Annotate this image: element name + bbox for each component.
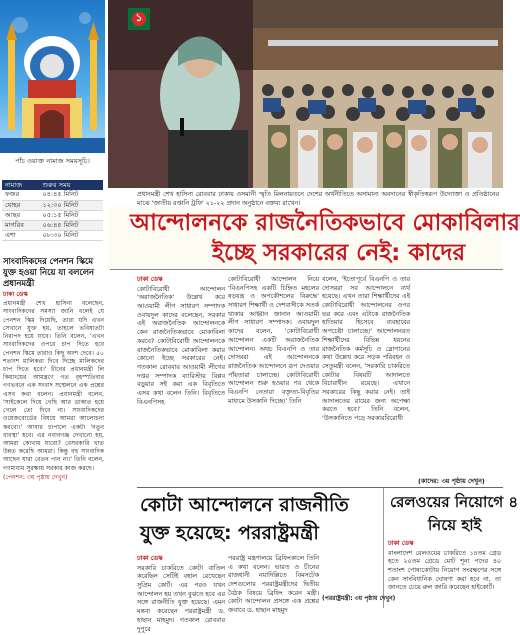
table-row [2,210,103,220]
rail-story-text: বাংলাদেশ রেলওয়ের চাকরিতে ১৪তম গ্রেড হতে ২০তম গ্রেডে মোট শূন্য পদের ৪০ শতাংশ পোষ্যকোটায় নিয়োগ সংরক্ষণের সঙ্গে কেন সাংবিধানিক ঘোষণা করা হবে না, তা জানতে চেয়ে রুল জারি করেছেন হাইকোর্ট। [388,549,501,592]
rail-story-headline[interactable] [390,491,519,537]
main-story-text: কোটাবিরোধী আন্দোলন নিয়ে 'বিএনপিসহ একটি চিহ্নিত মহলের ষড়যন্ত্র ও অপকৌশলের বিরুদ্ধে' সাধারণ শিক্ষার্থী ও দেশবাসীকে সতর্ক থাকার আহ্বান জানান আওয়ামী লীগ সাধারণ সম্পাদক। ওবায়দুল কাদের বলেন, 'কোটাবিরোধী আন্দোলন একটি অরাজনৈতিক আন্দোলন। অথচ বিএনপি ও তার দোসররা এই আন্দোলনকে রাজনৈতিক আন্দোলনে রূপ দেওয়ার পাঁয়তারা চালাচ্ছে। কোটাবিরোধী আন্দোলন শুরু হওয়ার পর থেকে বিএনপি নেতারা বক্তৃতা-বিবৃতির মাধ্যমে উসকানি দিচ্ছে।' তিনি [228,276,319,405]
divider [137,487,503,488]
prayer-time: ০৬:৪৫ মিনিট [40,220,103,230]
prayer-name: এশা [2,230,40,240]
main-story-text: বলেন, 'ইতোপূর্বে বিএনপি ও তার দোসররা সব আন্দোলনে ব্যর্থ হয়েছে। এখন তারা শিক্ষার্থীদের এই কোটাবিরোধী আন্দোলনের ওপর ভর করে এবং এটাকে রাজনৈতিক হাতিয়ার হিসেবে ব্যবহারের অপচেষ্টা চালাচ্ছে।' আন্দোলনরত শিক্ষার্থীদের বিভিন্ন ধরনের রাজনৈতিক কর্মসূচি ও স্লোগানের কথা উল্লেখ করে সড়ক পরিবহন ও সেতুমন্ত্রী বলেন, 'সরকারি চাকরিতে কোটার বিষয়টি আদালতে বিচারাধীন রয়েছে। এখানে সরকারের কিছু করার নেই। তাই আদালতের রায়ের জন্য অপেক্ষা করতে হবে।' তিনি বলেন, 'উসকানিতে পড়ে সরকারবিরোধী [322,276,410,422]
continue-link[interactable]: (পেনশন: ৩য় পৃষ্ঠায় দেখুন) [3,473,68,481]
prayer-name: ফজর [2,190,40,200]
prayer-schedule-title: পাঁচ ওয়াক্ত নামাজ সময়সূচি। [15,157,90,165]
main-story-column-2 [228,276,319,407]
column-header-time: শুরুর সময় [40,180,103,190]
divider [110,269,503,270]
left-story-text: প্রধানমন্ত্রী শেখ হাসিনা বলেছেন, সাংবাদিকদের সমস্যা জানি বলেই যে পেনশন স্কিম দিয়েছি, তারা যদি এখন সেখানে যুক্ত হয়, তাহলে ভবিষ্যতটা নিরাপদ হয়ে যাবে। তিনি বলেন, 'এখন সাংবাদিকদের ওপরে চাপ দিতে হবে পেনশন স্কিমে তারাও কিছু অংশ দেবে। ৫০ শতাংশ মালিকরা দিবে দিচ্ছে মালিকদের চাপ দিতে হবে।' চীনের প্রধানমন্ত্রী লি কিয়াংয়ের আমন্ত্রণে গত বৃহস্পতিবার গণভবনে এক সংবাদ সম্মেলনে এক প্রশ্নের এসব কথা বলেন। প্রধানমন্ত্রী বলেন, 'সাইকেলে দিয়ে গেছি আর ডাকাত হয়ে গেলে তো দিবে না। সাংবাদিকদের ওয়েজবোর্ডের বিষয়ে আমরা আলোচনা করবো।' আবার চাপালে একটা 'নতুন ব্যবস্থা' হবে। এর নবাবগঞ্জ দেখানো হয়, আমরা কোথায় যাবো? বেসরকারি খাত উন্নত করেছি আমরা। কিন্তু বহু সাংবাদিক আছেন যারা বেতন পান না।' তিনি বলেন, গণমাধ্যম সুরক্ষায় সরকার কাজ করছে। [3,300,104,472]
continue-link[interactable]: (কাদের: ৩য় পৃষ্ঠায় দেখুন) [418,477,485,485]
prayer-name: মাগরিব [2,220,40,230]
quota-story-text: পররাষ্ট্র মন্ত্রণালয়ে ব্রিফিংকালে তিনি এ কথা বলেন। ভারত ও চীনের রাজধানী নয়াদিল্লিতে বিমসটেক দেশগুলোর পররাষ্ট্রমন্ত্রীদের দ্বিতীয় বৈঠক বিষয়ে ব্রিফিং করেন মন্ত্রী। কোটা আন্দোলন প্রসঙ্গে এক প্রশ্নের জবাবে ড. হাছান মাহমুদ [228,555,319,615]
event-photo [108,0,503,188]
mosque-illustration [0,0,105,153]
quota-story-column-2 [228,555,319,617]
table-row [2,230,103,240]
prayer-time: ০৫:১৫ মিনিট [40,210,103,220]
quota-story-text: সরকারি চাকরিতে কোটা বাতিল করেছিল সেটিই বহাল রেখেছেন সুপ্রিম কোর্ট। এর পরও যখন আন্দোলন হয় তখন বুঝতে হবে এর সঙ্গে রাজনীতি যুক্ত হয়েছে। এমন মন্তব্য করেছেন পররাষ্ট্রমন্ত্রী ড. হাছান মাহমুদ। গতকাল রোববার দুপুরে [137,564,225,633]
photo-image [108,0,503,188]
column-divider [383,488,384,608]
desk-label: ঢাকা ডেস্ক [137,555,163,562]
main-headline-line1[interactable]: আন্দোলনকে রাজনৈতিকভাবে মোকাবিলার [130,210,520,236]
continue-link[interactable]: (পররাষ্ট্রমন্ত্রী: ৩য় পৃষ্ঠায় দেখুন) [322,595,396,602]
rail-headline-line2: নিয়ে হাই [428,515,482,534]
quota-story-headline[interactable]: কোটা আন্দোলনে রাজনীতি যুক্ত হয়েছে: পররাষ্ট্রমন্ত্রী [140,494,349,545]
main-story-column-1 [137,276,225,408]
desk-label: ঢাকা ডেস্ক [3,291,28,298]
main-story-text: কোটাবিরোধী আন্দোলন 'অরাজনৈতিক' উল্লেখ করে আওয়ামী লীগ সাধারণ সম্পাদক ওবায়দুল কাদের বলেছেন, সরকার এই অরাজনৈতিক আন্দোলনকে কেন রাজনৈতিকভাবে মোকাবিলা করবে? কোটাবিরোধী আন্দোলনকে রাজনৈতিকভাবে মোকাবিলা করার কোনো ইচ্ছে সরকারের নেই। গতকাল রোববার আওয়ামী লীগের দপ্তর সম্পাদক ব্যারিস্টার বিপ্লব বড়ুয়ার সই করা এক বিবৃতিতে এসব কথা বলেন তিনি। বিবৃতিতে বিএনপিসহ [137,285,225,406]
prayer-time: ০৮:৩০ মিনিট [40,230,103,240]
prayer-time: ১২:৩০ মিনিট [40,200,103,210]
main-headline-line2[interactable]: ইচ্ছে সরকারের নেই: কাদের [212,240,466,266]
prayer-time: ০৪:৪৫ মিনিট [40,190,103,200]
main-story-column-3 [322,276,410,425]
table-header-row [2,180,103,190]
column-header-prayer: নামাজ [2,180,40,190]
prayer-times-table [2,180,103,241]
prayer-name: আছর [2,210,40,220]
mosque-icon [0,0,105,153]
page-badge: ১ [135,11,143,24]
table-row [2,190,103,200]
table-row [2,220,103,230]
quota-story-column-1 [137,555,225,635]
prayer-name: যোহর [2,200,40,210]
rail-headline-line1: রেলওয়ের নিয়োগে ৪ [390,493,519,511]
desk-label: ঢাকা ডেস্ক [137,276,163,283]
table-row [2,200,103,210]
photo-caption: প্রধানমন্ত্রী শেখ হাসিনা রোববার ঢাকায় ওসমানী স্মৃতি মিলনায়তনে দেশের অর্থনীতিতে অসামান্য অবদানের স্বীকৃতিস্বরূপ উদ্যোক্তা ও প্রতিষ্ঠানের মাঝে 'জাতীয় রপ্তানি ট্রফি' ২১-২২ প্রদান অনুষ্ঠানে বক্তব্য রাখেন। [137,191,499,208]
rail-story-body [388,540,501,594]
left-story-headline[interactable]: সাংবাদিকদের পেনশন স্কিমে যুক্ত হওয়া নিয়ে যা বললেন প্রধানমন্ত্রী [3,256,95,288]
left-story-body [3,291,104,482]
desk-label: ঢাকা ডেস্ক [388,540,414,547]
